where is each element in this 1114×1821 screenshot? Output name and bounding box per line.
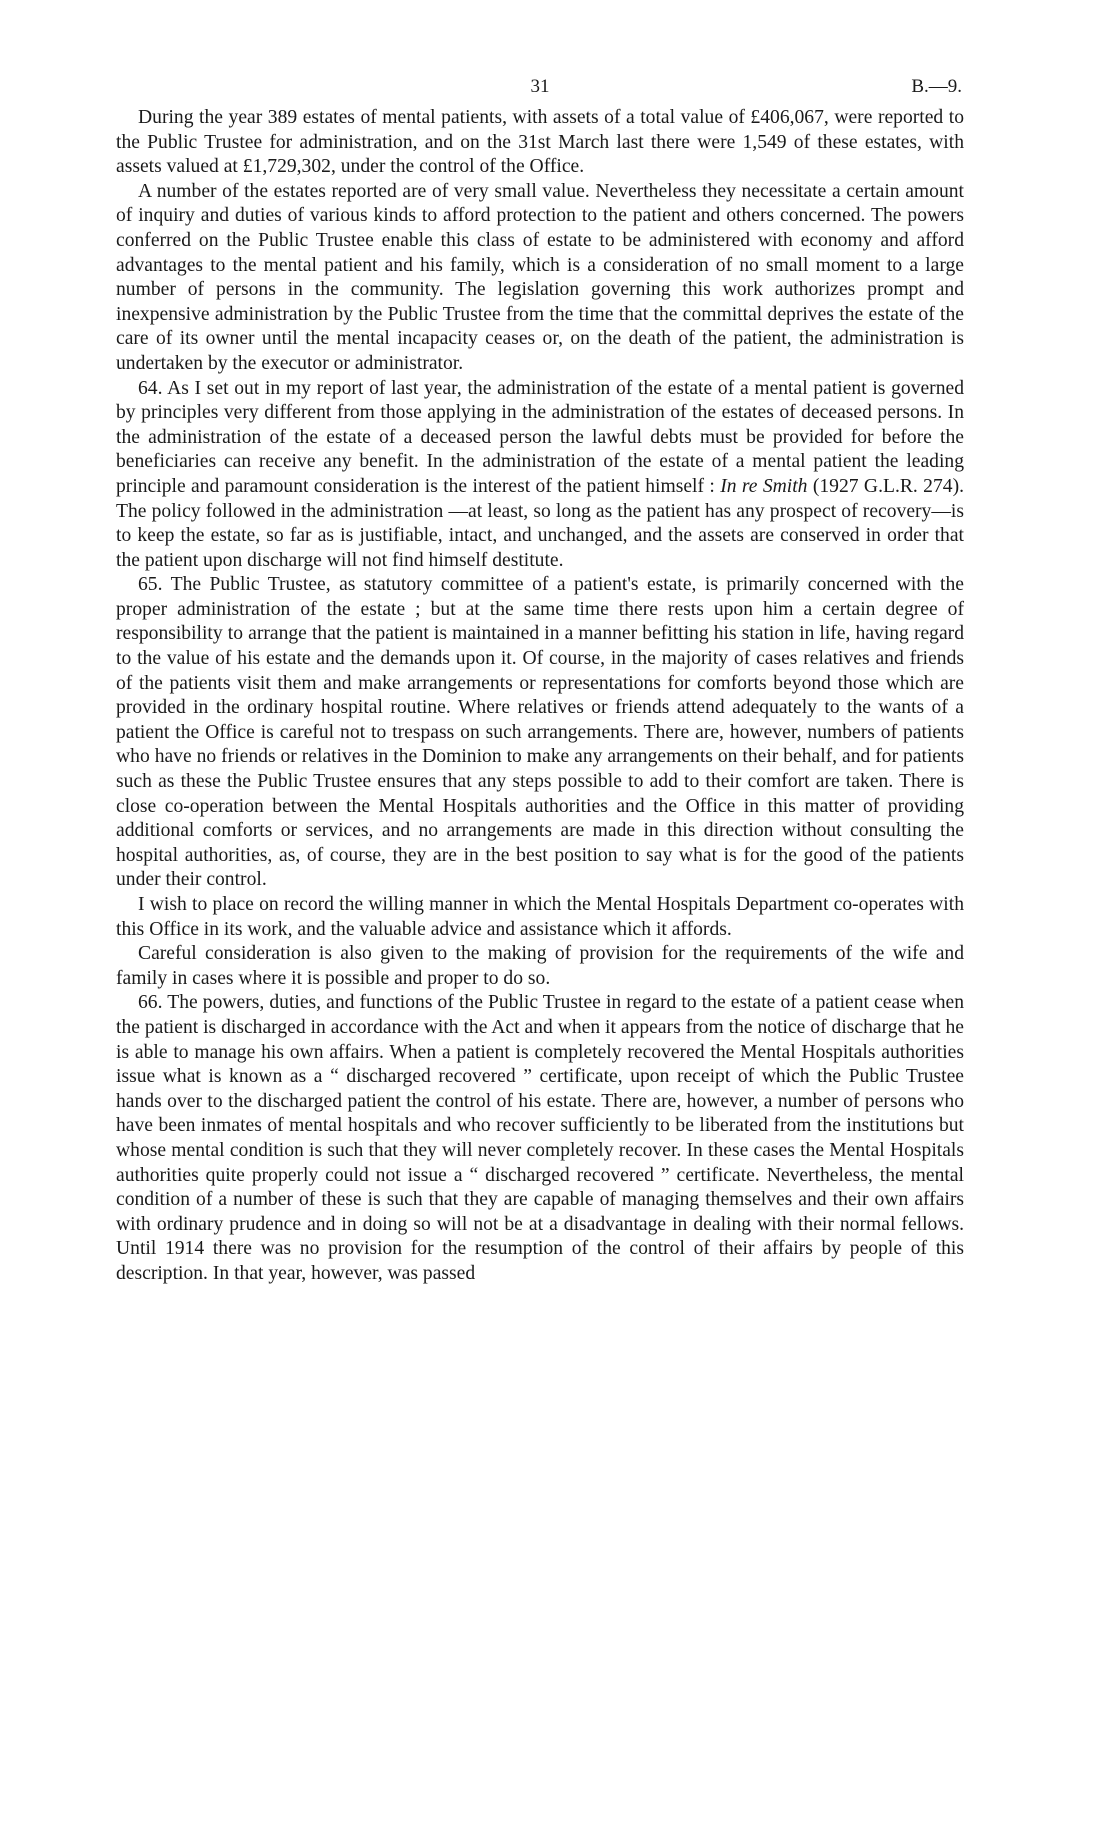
document-reference: B.—9. [911,76,962,97]
page-number: 31 [530,76,550,97]
paragraph-estates-reported: During the year 389 estates of mental patients, with assets of a total value of £406,067, were reported to the Public Trustee for administration, and on the 31st March last there were 1,549 of these estates, with assets valued at £1,729,302, under the control of the Office. [116,107,964,178]
paragraph-64 [116,377,964,574]
paragraph-64-text-after: (1927 G.L.R. 274). The policy followed in the administration —at least, so long as the patient has any prospect of recovery—is to keep the estate, so far as is justifiable, intact, and unchanged, and the assets are conserved in order that the patient upon discharge will not find himself destitute. [116,475,965,571]
paragraph-66: 66. The powers, duties, and functions of the Public Trustee in regard to the estate of a patient cease when the patient is discharged in accordance with the Act and when it appears from the notice of discharge that he is able to manage his own affairs. When a patient is completely recovered the Mental Hospitals authorities issue what is known as a “ discharged recovered ” certificate, upon receipt of which the Public Trustee hands over to the discharged patient the control of his estate. There are, however, a number of persons who have been inmates of mental hospitals and who recover sufficiently to be liberated from the institutions but whose mental condition is such that they will never completely recover. In these cases the Mental Hospitals authorities quite properly could not issue a “ discharged recovered ” certificate. Nevertheless, the mental condition of a number of these is such that they are capable of managing themselves and their own affairs with ordinary prudence and in doing so will not be at a disadvantage in dealing with their normal fellows. Until 1914 there was no provision for the resumption of the control of their affairs by people of this description. In that year, however, was passed [116,992,964,1284]
document-page [116,72,964,1287]
page-header [116,72,964,106]
paragraph-small-estates: A number of the estates reported are of very small value. Nevertheless they necessitate a certain amount of inquiry and duties of various kinds to afford protection to the patient and others concerned. The powers conferred on the Public Trustee enable this class of estate to be administered with economy and afford advantages to the mental patient and his family, which is a consideration of no small moment to a large number of persons in the community. The legislation governing this work authorizes prompt and inexpensive administration by the Public Trustee from the time that the committal deprives the estate of the care of its owner until the mental incapacity ceases or, on the death of the patient, the administration is undertaken by the executor or administrator. [116,180,964,374]
paragraph-acknowledgement: I wish to place on record the willing manner in which the Mental Hospitals Department co-operates with this Office in its work, and the valuable advice and assistance which it affords. [116,894,964,940]
body-text [116,106,964,1287]
case-citation: In re Smith [720,475,808,497]
paragraph-64-text-before: 64. As I set out in my report of last year, the administration of the estate of a mental patient is governed by principles very different from those applying in the administration of the estates of deceased persons. In the administration of the estate of a deceased person the lawful debts must be provided for before the beneficiaries can receive any benefit. In the administration of the estate of a mental patient the leading principle and paramount consideration is the interest of the patient himself : [116,377,964,497]
paragraph-family-provision: Careful consideration is also given to the making of provision for the requirements of the wife and family in cases where it is possible and proper to do so. [116,943,964,989]
paragraph-65: 65. The Public Trustee, as statutory committee of a patient's estate, is primarily concerned with the proper administration of the estate ; but at the same time there rests upon him a certain degree of responsibility to arrange that the patient is maintained in a manner befitting his station in life, having regard to the value of his estate and the demands upon it. Of course, in the majority of cases relatives and friends of the patients visit them and make arrangements or representations for comforts beyond those which are provided in the ordinary hospital routine. Where relatives or friends attend adequately to the wants of a patient the Office is careful not to trespass on such arrangements. There are, however, numbers of patients who have no friends or relatives in the Dominion to make any arrangements on their behalf, and for patients such as these the Public Trustee ensures that any steps possible to add to their comfort are taken. There is close co-operation between the Mental Hospitals authorities and the Office in this matter of providing additional comforts or services, and no arrangements are made in this direction without consulting the hospital authorities, as, of course, they are in the best position to say what is for the good of the patients under their control. [116,574,964,891]
